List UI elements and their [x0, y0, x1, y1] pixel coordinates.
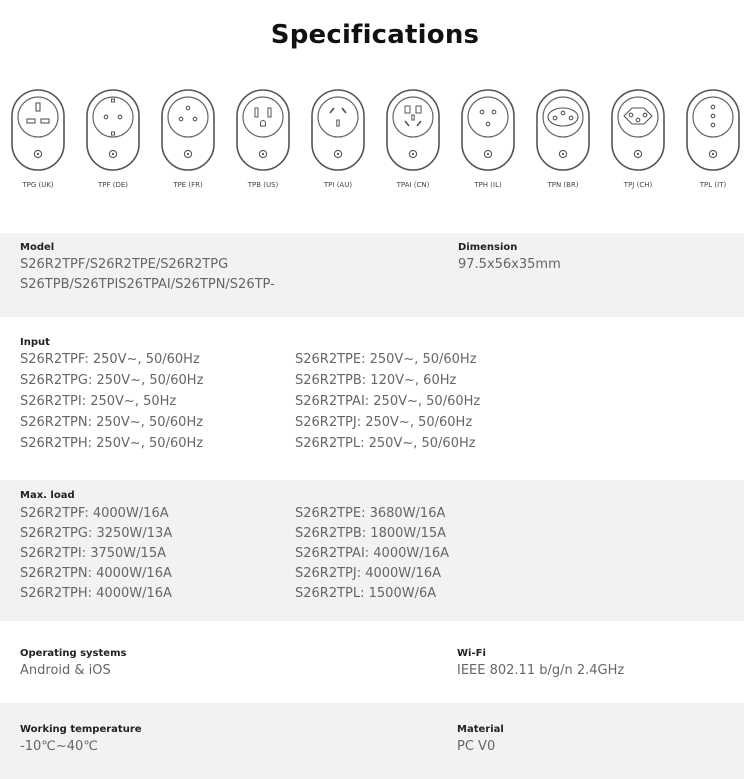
max-load-left-4: S26R2TPH: 4000W/16A: [20, 586, 172, 601]
au-socket-icon: [310, 88, 366, 172]
page-title: Specifications: [270, 20, 480, 50]
model-label: Model: [20, 242, 55, 253]
wifi-label: Wi-Fi: [457, 648, 486, 659]
input-left-0: S26R2TPF: 250V~, 50/60Hz: [20, 352, 200, 367]
plug-label: TPG (UK): [22, 181, 54, 189]
max-load-right-3: S26R2TPJ: 4000W/16A: [295, 566, 441, 581]
br-socket-icon: [535, 88, 591, 172]
plug-label: TPAI (CN): [396, 181, 430, 189]
max-load-label: Max. load: [20, 490, 75, 501]
de-socket-icon: [85, 88, 141, 172]
plug-label: TPN (BR): [547, 181, 579, 189]
plug-tpn-br: [528, 88, 598, 198]
ch-socket-icon: [610, 88, 666, 172]
us-socket-icon: [235, 88, 291, 172]
model-line-1: S26R2TPF/S26R2TPE/S26R2TPG: [20, 257, 229, 272]
os-wifi-section: [0, 636, 744, 698]
cn-socket-icon: [385, 88, 441, 172]
plug-label: TPH (IL): [474, 181, 502, 189]
input-right-1: S26R2TPB: 120V~, 60Hz: [295, 373, 457, 388]
plug-tph-il: [453, 88, 523, 198]
uk-socket-icon: [10, 88, 66, 172]
wifi-value: IEEE 802.11 b/g/n 2.4GHz: [457, 663, 625, 678]
input-left-3: S26R2TPN: 250V~, 50/60Hz: [20, 415, 204, 430]
it-socket-icon: [685, 88, 741, 172]
plug-tpb-us: [228, 88, 298, 198]
input-section: [0, 326, 744, 476]
input-right-0: S26R2TPE: 250V~, 50/60Hz: [295, 352, 477, 367]
temperature-label: Working temperature: [20, 724, 142, 735]
plug-tpi-au: [303, 88, 373, 198]
plug-label: TPE (FR): [173, 181, 203, 189]
plug-tpf-de: [78, 88, 148, 198]
plug-label: TPF (DE): [97, 181, 129, 189]
plug-label: TPB (US): [247, 181, 279, 189]
plug-tpl-it: [678, 88, 748, 198]
os-value: Android & iOS: [20, 663, 111, 678]
max-load-right-2: S26R2TPAI: 4000W/16A: [295, 546, 450, 561]
max-load-left-3: S26R2TPN: 4000W/16A: [20, 566, 172, 581]
os-label: Operating systems: [20, 648, 127, 659]
fr-socket-icon: [160, 88, 216, 172]
max-load-left-0: S26R2TPF: 4000W/16A: [20, 506, 169, 521]
temperature-material-section: [0, 703, 744, 779]
input-left-1: S26R2TPG: 250V~, 50/60Hz: [20, 373, 204, 388]
input-right-3: S26R2TPJ: 250V~, 50/60Hz: [295, 415, 473, 430]
model-line-2: S26TPB/S26TPIS26TPAI/S26TPN/S26TP-: [20, 277, 275, 292]
dimension-value: 97.5x56x35mm: [458, 257, 561, 272]
input-right-4: S26R2TPL: 250V~, 50/60Hz: [295, 436, 476, 451]
max-load-left-1: S26R2TPG: 3250W/13A: [20, 526, 173, 541]
temperature-value: -10℃~40℃: [20, 739, 98, 754]
material-label: Material: [457, 724, 504, 735]
il-socket-icon: [460, 88, 516, 172]
max-load-right-1: S26R2TPB: 1800W/15A: [295, 526, 447, 541]
input-label: Input: [20, 337, 50, 348]
plug-label: TPJ (CH): [623, 181, 653, 189]
max-load-right-4: S26R2TPL: 1500W/6A: [295, 586, 437, 601]
max-load-left-2: S26R2TPI: 3750W/15A: [20, 546, 166, 561]
plug-tpg-uk: [3, 88, 73, 198]
input-left-4: S26R2TPH: 250V~, 50/60Hz: [20, 436, 204, 451]
dimension-label: Dimension: [458, 242, 518, 253]
plug-tpai-cn: [378, 88, 448, 198]
max-load-section: [0, 480, 744, 621]
input-right-2: S26R2TPAI: 250V~, 50/60Hz: [295, 394, 481, 409]
plug-tpj-ch: [603, 88, 673, 198]
plug-label: TPI (AU): [323, 181, 353, 189]
plug-variants: [0, 88, 750, 198]
material-value: PC V0: [457, 739, 496, 754]
input-left-2: S26R2TPI: 250V~, 50Hz: [20, 394, 177, 409]
model-section: [0, 233, 744, 317]
plug-tpe-fr: [153, 88, 223, 198]
plug-label: TPL (IT): [699, 181, 727, 189]
max-load-right-0: S26R2TPE: 3680W/16A: [295, 506, 446, 521]
